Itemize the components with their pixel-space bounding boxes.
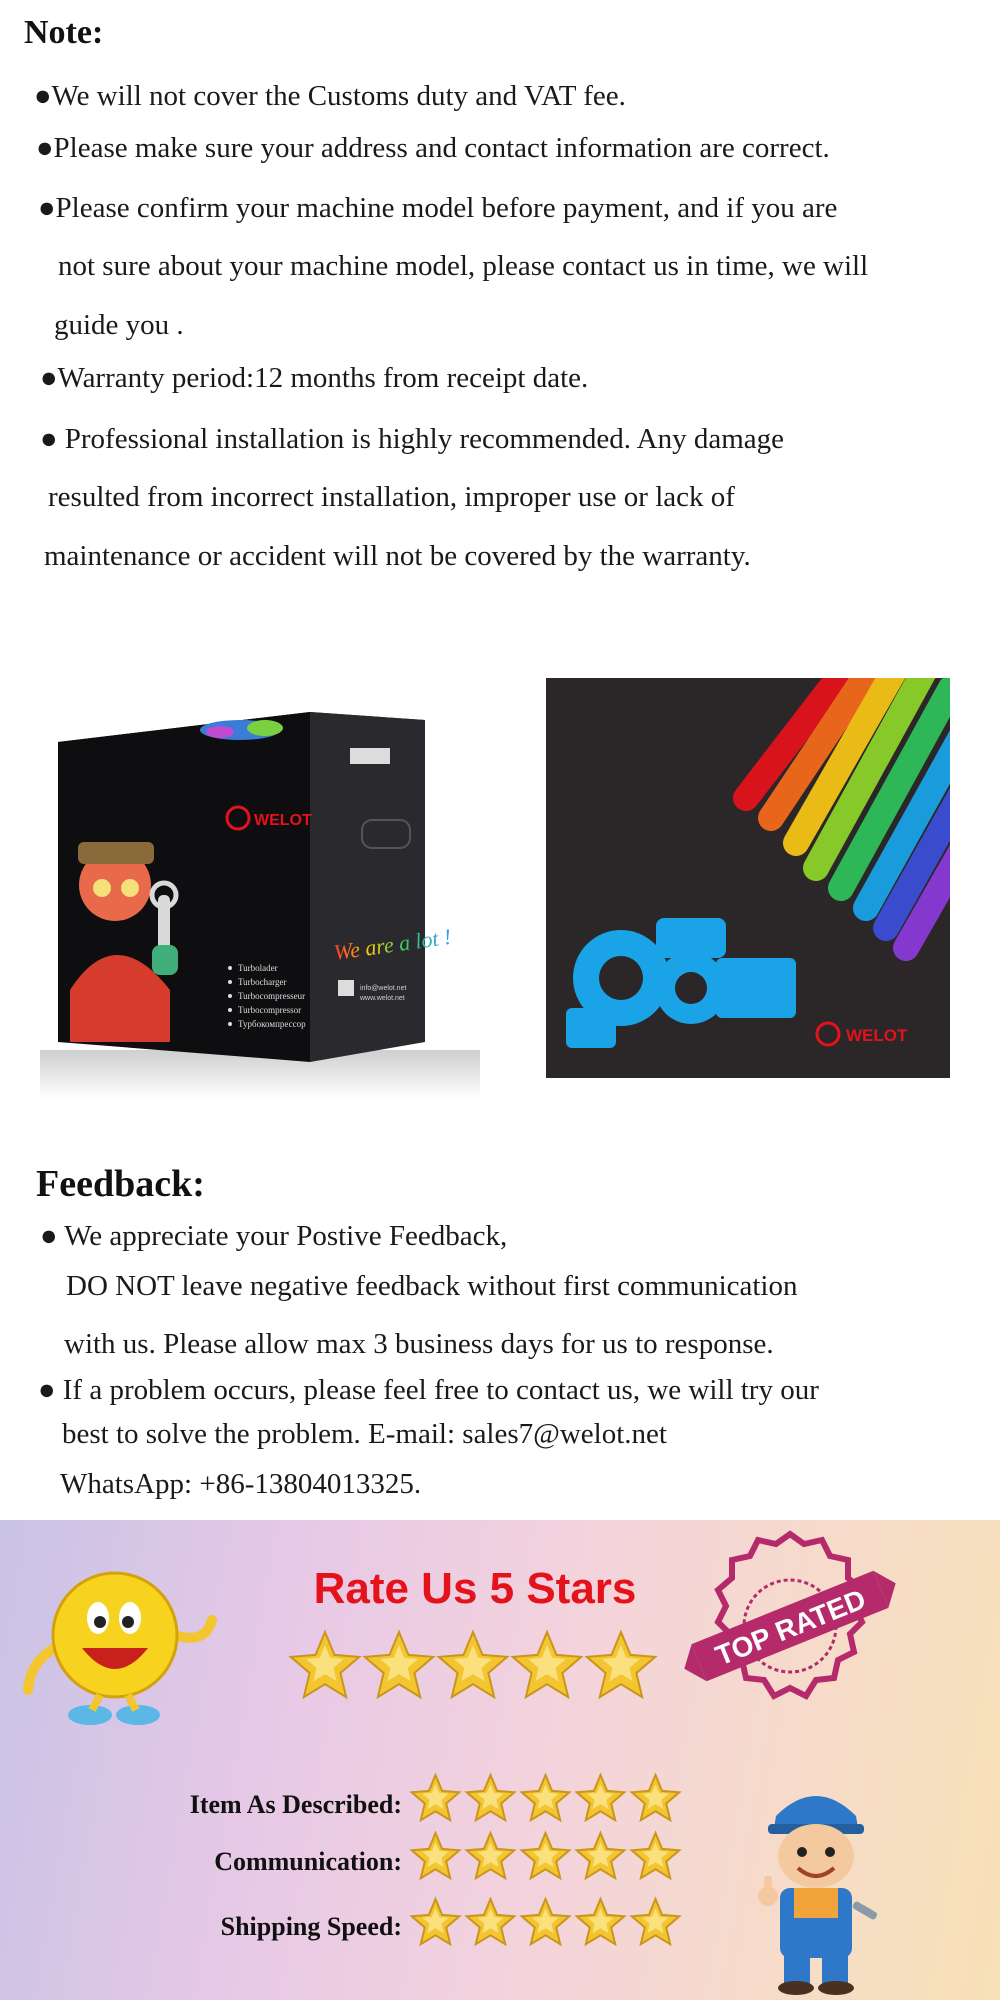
rating-row-label-shipping: Shipping Speed:: [220, 1912, 402, 1941]
box-item-3: Turbocompressor: [238, 1005, 302, 1015]
rate-us-stars: [288, 1626, 658, 1706]
note-line-warranty: ●Warranty period:12 months from receipt date.: [40, 362, 589, 394]
note-title: Note:: [24, 14, 104, 51]
box-contact-0: info@welot.net: [360, 985, 407, 992]
box-item-2: Turbocompresseur: [238, 991, 306, 1001]
product-box-image: [40, 690, 480, 1100]
mechanic-mascot-icon: [746, 1776, 886, 1996]
box-contact-1: www.welot.net: [360, 995, 405, 1002]
note-line-install-2: resulted from incorrect installation, improper use or lack of: [48, 481, 735, 513]
top-rated-badge-icon: [680, 1526, 900, 1726]
feedback-title: Feedback:: [36, 1163, 205, 1205]
package-brand-label: WELOT: [846, 1026, 908, 1045]
note-line-model-2: not sure about your machine model, please contact us in time, we will: [58, 250, 869, 282]
feedback-line-appreciate: ● We appreciate your Postive Feedback,: [40, 1220, 508, 1252]
box-item-4: Турбокомпрессор: [238, 1019, 306, 1029]
box-item-1: Turbocharger: [238, 977, 287, 987]
rating-row-stars-shipping: [408, 1896, 688, 1952]
rating-row-stars-described: [408, 1772, 688, 1828]
box-brand-label: WELOT: [254, 812, 312, 829]
rating-row-stars-communication: [408, 1830, 688, 1886]
smiley-mascot-icon: [20, 1550, 220, 1740]
feedback-line-negative-2: with us. Please allow max 3 business days for us to response.: [64, 1328, 774, 1360]
note-line-install-3: maintenance or accident will not be covered by the warranty.: [44, 540, 751, 572]
rate-us-title: Rate Us 5 Stars: [313, 1564, 637, 1613]
rating-row-label-described: Item As Described:: [189, 1790, 402, 1819]
box-slogan: We are a lot !: [332, 923, 453, 965]
rating-banner: [0, 1520, 1000, 2000]
feedback-line-negative-1: DO NOT leave negative feedback without first communication: [66, 1270, 798, 1302]
note-line-customs: ●We will not cover the Customs duty and VAT fee.: [34, 80, 626, 112]
note-line-model-1: ●Please confirm your machine model before payment, and if you are: [38, 192, 838, 224]
box-item-0: Turbolader: [238, 963, 278, 973]
feedback-line-problem-1: ● If a problem occurs, please feel free to contact us, we will try our: [38, 1374, 819, 1406]
top-rated-label: TOP RATED: [711, 1583, 870, 1672]
note-line-install-1: ● Professional installation is highly recommended. Any damage: [40, 423, 784, 455]
note-line-model-3: guide you .: [54, 309, 184, 341]
note-line-address: ●Please make sure your address and contact information are correct.: [36, 132, 830, 164]
rating-row-label-communication: Communication:: [214, 1847, 402, 1876]
feedback-line-whatsapp: WhatsApp: +86-13804013325.: [60, 1468, 422, 1500]
package-image: [546, 678, 950, 1078]
feedback-line-problem-2: best to solve the problem. E-mail: sales7@welot.net: [62, 1418, 667, 1450]
